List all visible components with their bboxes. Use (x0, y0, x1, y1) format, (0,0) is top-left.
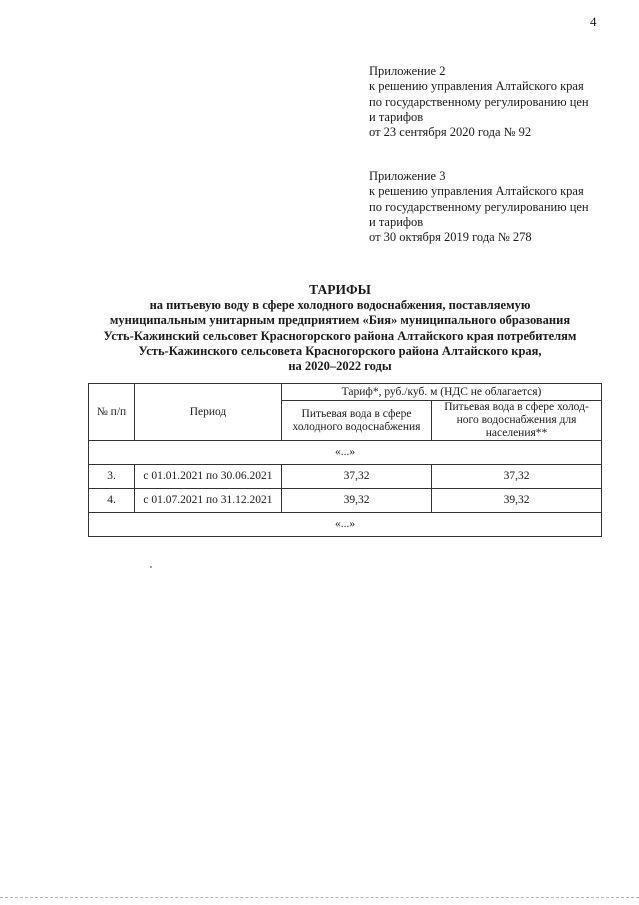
header-tariff: Тариф*, руб./куб. м (НДС не облагается) (282, 384, 602, 401)
table-ellipsis-row (89, 513, 602, 537)
document-title (60, 282, 620, 374)
row-period: с 01.07.2021 по 31.12.2021 (135, 489, 282, 513)
scan-speck (150, 566, 152, 568)
ellipsis-cell: «...» (89, 513, 602, 537)
tariff-table (88, 383, 602, 537)
appendix-2-line: от 23 сентября 2020 года № 92 (369, 125, 532, 140)
table-header-row (89, 384, 602, 401)
row-num: 3. (89, 465, 135, 489)
header-period: Период (135, 384, 282, 441)
title-line: Усть-Кажинского сельсовета Красногорского района Алтайского края, (138, 343, 542, 358)
table-row (89, 489, 602, 513)
row-value-2: 37,32 (432, 465, 602, 489)
appendix-2-line: к решению управления Алтайского края (369, 79, 584, 94)
header-num: № п/п (89, 384, 135, 441)
table-ellipsis-row (89, 441, 602, 465)
row-num: 4. (89, 489, 135, 513)
title-line: муниципальным унитарным предприятием «Бия» муниципального образования (109, 313, 571, 328)
ellipsis-cell: «...» (89, 441, 602, 465)
appendix-3-line: и тарифов (369, 214, 424, 229)
row-value-1: 37,32 (282, 465, 432, 489)
title-line: Усть-Кажинский сельсовет Красногорского района Алтайского края потребителям (103, 328, 577, 343)
page-number: 4 (590, 14, 597, 29)
scan-edge-line (0, 897, 639, 898)
row-value-2: 39,32 (432, 489, 602, 513)
appendix-3-header (369, 169, 589, 245)
appendix-3-line: Приложение 3 (369, 169, 446, 183)
appendix-3-line: к решению управления Алтайского края (369, 184, 584, 199)
title-line: на 2020–2022 годы (288, 359, 392, 374)
title-line: на питьевую воду в сфере холодного водоснабжения, поставляемую (149, 298, 531, 313)
appendix-3-line: от 30 октября 2019 года № 278 (369, 230, 532, 245)
header-cold-water-population: Питьевая вода в сфере холод-ного водоснабжения для населения** (432, 401, 602, 441)
row-period: с 01.01.2021 по 30.06.2021 (135, 465, 282, 489)
table-row (89, 465, 602, 489)
appendix-2-line: и тарифов (369, 109, 424, 124)
row-value-1: 39,32 (282, 489, 432, 513)
appendix-2-line: Приложение 2 (369, 64, 446, 78)
header-cold-water: Питьевая вода в сфере холодного водоснабжения (282, 401, 432, 441)
appendix-2-header (369, 64, 589, 140)
appendix-2-line: по государственному регулированию цен (369, 94, 589, 109)
title-main: ТАРИФЫ (309, 282, 371, 297)
appendix-3-line: по государственному регулированию цен (369, 199, 589, 214)
